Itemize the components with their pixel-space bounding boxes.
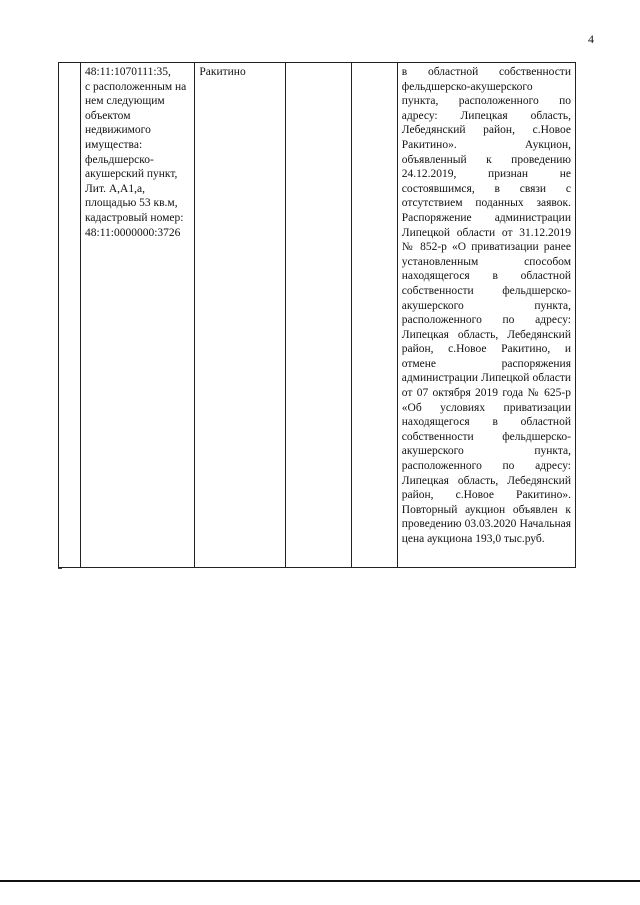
scan-artifact-line — [58, 568, 62, 569]
row-number-cell — [59, 63, 81, 568]
object-description-cell — [81, 63, 195, 568]
table-row — [59, 63, 576, 568]
empty-cell-3 — [285, 63, 351, 568]
notes-cell — [397, 63, 575, 568]
scan-border-line — [0, 880, 640, 882]
property-table — [58, 62, 576, 568]
location-text: Ракитино — [199, 66, 246, 78]
page-number: 4 — [588, 32, 594, 46]
object-description-text: 48:11:1070111:35, с расположенным на нем следующим объектом недвижимого имущества: фельдшерско-акушерский пункт, Лит. А,А1,а, площадью 53 кв.м, кадастровый номер: 48:11:0000000:3726 — [85, 66, 187, 239]
location-cell — [195, 63, 285, 568]
notes-text: в областной собственности фельдшерско-акушерского пункта, расположенного по адресу: Липецкая область, Лебедянский район, с.Новое Ракитино». Аукцион, объявленный к проведению 24.12.2019, признан не состоявшимся, в связи с отсутствием поданных заявок. Распоряжение администрации Липецкой области от 31.12.2019 № 852-р «О приватизации ранее установленным способом находящегося в областной собственности фельдшерско-акушерского пункта, расположенного по адресу: Липецкая область, Лебедянский район, с.Новое Ракитино, и отмене распоряжения администрации Липецкой области от 07 октября 2019 года № 625-р «Об условиях приватизации находящегося в областной собственности фельдшерско-акушерского пункта, расположенного по адресу: Липецкая область, Лебедянский район, с.Новое Ракитино». Повторный аукцион объявлен к проведению 03.03.2020 Начальная цена аукциона 193,0 тыс.руб. — [401, 66, 571, 545]
empty-cell-4 — [351, 63, 397, 568]
